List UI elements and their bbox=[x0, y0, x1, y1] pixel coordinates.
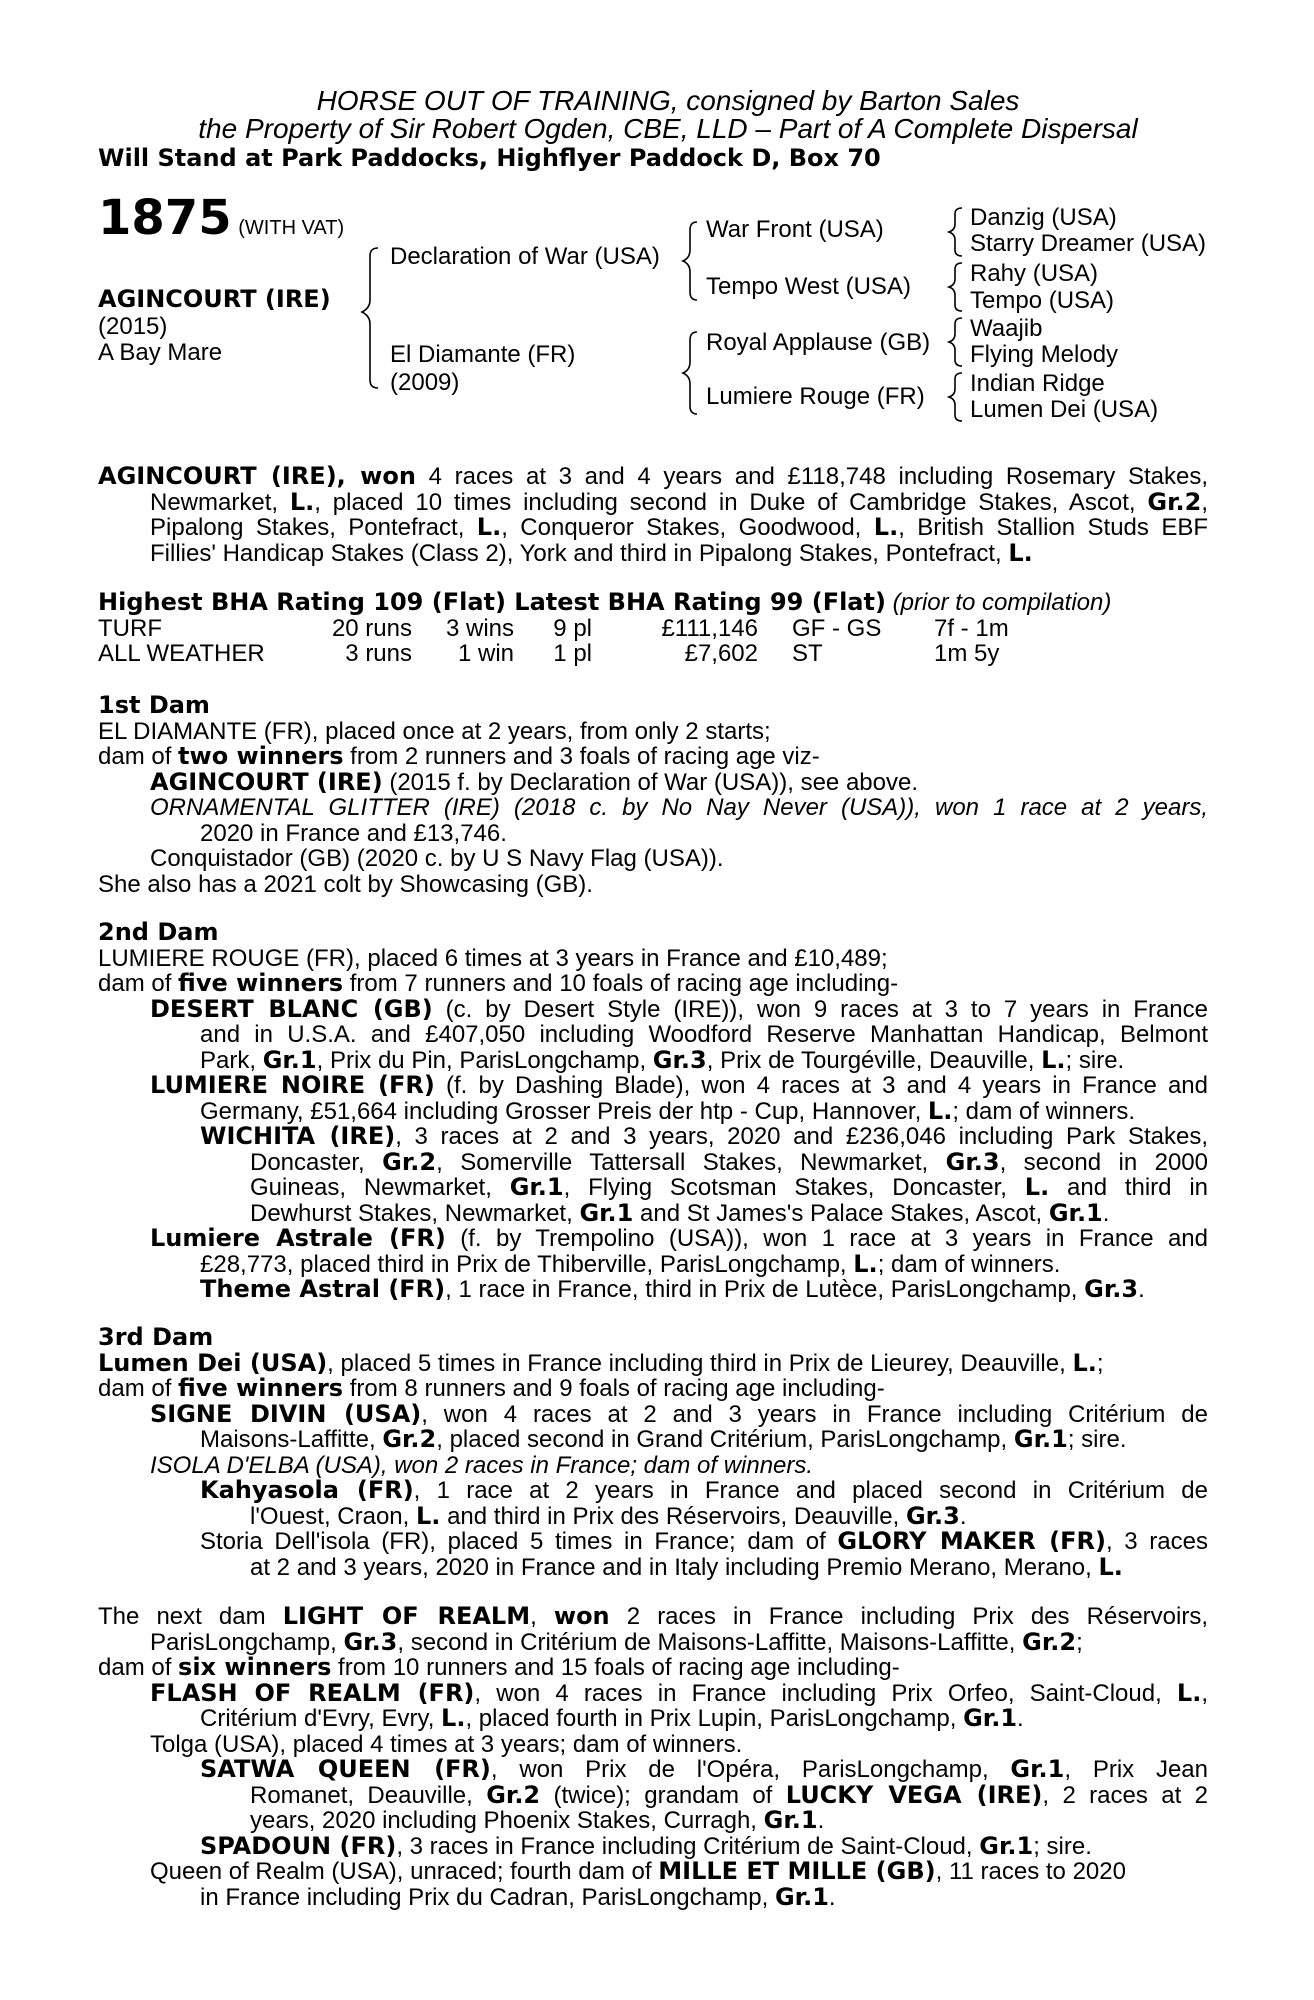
produce-line: LUMIERE NOIRE (FR) (f. by Dashing Blade), won 4 races at 3 and 4 years in France and bbox=[150, 1071, 1209, 1099]
pedigree-sire-sire: War Front (USA) bbox=[706, 216, 884, 243]
dam-line: ParisLongchamp, Gr.3, second in Critérium de Maisons-Laffitte, Maisons-Laffitte, Gr.2; bbox=[150, 1627, 1083, 1656]
produce-line: SATWA QUEEN (FR), won Prix de l'Opéra, ParisLongchamp, Gr.1, Prix Jean bbox=[200, 1755, 1208, 1783]
pedigree-ssd: Starry Dreamer (USA) bbox=[970, 230, 1207, 257]
race-record bbox=[98, 464, 1208, 566]
pedigree-dam-dam: Lumiere Rouge (FR) bbox=[706, 383, 925, 410]
second-dam-section bbox=[98, 920, 1208, 1303]
horse-name: AGINCOURT (IRE) bbox=[98, 285, 331, 313]
produce-line: SPADOUN (FR), 3 races in France including Critérium de Saint-Cloud, Gr.1; sire. bbox=[200, 1831, 1092, 1860]
pedigree-dam-year: (2009) bbox=[390, 369, 460, 396]
dam-line: dam of six winners from 10 runners and 15 foals of racing age including- bbox=[98, 1653, 900, 1681]
produce-line: Doncaster, Gr.2, Somerville Tattersall Stakes, Newmarket, Gr.3, second in 2000 bbox=[250, 1147, 1208, 1176]
dam-line: The next dam LIGHT OF REALM, won 2 races in France including Prix des Réservoirs, bbox=[98, 1602, 1208, 1630]
produce-line: Park, Gr.1, Prix du Pin, ParisLongchamp, Gr.3, Prix de Tourgéville, Deauville, L.; sire. bbox=[200, 1045, 1125, 1074]
produce-line: Storia Dell'isola (FR), placed 5 times in France; dam of GLORY MAKER (FR), 3 races bbox=[200, 1527, 1208, 1555]
section-title: 1st Dam bbox=[98, 691, 210, 719]
produce-line: Tolga (USA), placed 4 times at 3 years; dam of winners. bbox=[150, 1730, 743, 1758]
pedigree-sss: Danzig (USA) bbox=[970, 204, 1117, 231]
pedigree-sdd: Tempo (USA) bbox=[970, 287, 1115, 314]
produce-line: Critérium d'Evry, Evry, L., placed fourth in Prix Lupin, ParisLongchamp, Gr.1. bbox=[200, 1704, 1024, 1732]
ratings-block bbox=[98, 590, 1208, 667]
pedigree-dds: Indian Ridge bbox=[970, 370, 1105, 397]
produce-line: in France including Prix du Cadran, ParisLongchamp, Gr.1. bbox=[200, 1882, 836, 1911]
race-record-line: AGINCOURT (IRE), won 4 races at 3 and 4 years and £118,748 including Rosemary Stakes, bbox=[98, 462, 1208, 490]
pedigree-dsd: Flying Melody bbox=[970, 341, 1119, 368]
first-dam-section bbox=[98, 693, 1208, 897]
produce-line: years, 2020 including Phoenix Stakes, Curragh, Gr.1. bbox=[250, 1806, 825, 1834]
pedigree-brackets bbox=[0, 0, 1314, 440]
produce-line: Dewhurst Stakes, Newmarket, Gr.1 and St James's Palace Stakes, Ascot, Gr.1. bbox=[250, 1198, 1110, 1227]
produce-line: Queen of Realm (USA), unraced; fourth dam of MILLE ET MILLE (GB), 11 races to 2020 bbox=[150, 1857, 1126, 1885]
produce-line: l'Ouest, Craon, L. and third in Prix des Réservoirs, Deauville, Gr.3. bbox=[250, 1501, 967, 1530]
produce-line: Lumiere Astrale (FR) (f. by Trempolino (USA)), won 1 race at 3 years in France and bbox=[150, 1224, 1208, 1252]
dam-line: LUMIERE ROUGE (FR), placed 6 times at 3 years in France and £10,489; bbox=[98, 944, 888, 972]
pedigree-dam: El Diamante (FR) bbox=[390, 341, 576, 368]
horse-description: A Bay Mare bbox=[98, 339, 223, 366]
pedigree-sire-dam: Tempo West (USA) bbox=[706, 273, 911, 300]
produce-line: and in U.S.A. and £407,050 including Woodford Reserve Manhattan Handicap, Belmont bbox=[200, 1021, 1208, 1048]
race-record-line: Newmarket, L., placed 10 times including second in Duke of Cambridge Stakes, Ascot, Gr.2, bbox=[150, 487, 1208, 516]
produce-line: Germany, £51,664 including Grosser Preis der htp - Cup, Hannover, L.; dam of winners. bbox=[200, 1096, 1136, 1125]
produce-line: WICHITA (IRE), 3 races at 2 and 3 years, 2020 and £236,046 including Park Stakes, bbox=[200, 1122, 1208, 1150]
dam-line: dam of two winners from 2 runners and 3 foals of racing age viz- bbox=[98, 742, 820, 770]
pedigree-dss: Waajib bbox=[970, 315, 1043, 342]
ratings-row-aw: ALL WEATHER 3 runs 1 win 1 pl £7,602 ST 1m 5y bbox=[98, 640, 1000, 667]
stable-location: Will Stand at Park Paddocks, Highflyer Paddock D, Box 70 bbox=[98, 144, 881, 172]
dam-line: EL DIAMANTE (FR), placed once at 2 years, from only 2 starts; bbox=[98, 717, 771, 745]
produce-line: Theme Astral (FR), 1 race in France, third in Prix de Lutèce, ParisLongchamp, Gr.3. bbox=[200, 1275, 1145, 1303]
produce-line: Romanet, Deauville, Gr.2 (twice); grandam of LUCKY VEGA (IRE), 2 races at 2 bbox=[250, 1780, 1208, 1809]
produce-line: £28,773, placed third in Prix de Thiberville, ParisLongchamp, L.; dam of winners. bbox=[200, 1249, 1061, 1278]
produce-line: Guineas, Newmarket, Gr.1, Flying Scotsman Stakes, Doncaster, L. and third in bbox=[250, 1173, 1209, 1201]
pedigree-ddd: Lumen Dei (USA) bbox=[970, 396, 1159, 423]
produce-line: ORNAMENTAL GLITTER (IRE) (2018 c. by No Nay Never (USA)), won 1 race at 2 years, bbox=[150, 794, 1208, 821]
property-heading: the Property of Sir Robert Ogden, CBE, LLD – Part of A Complete Dispersal bbox=[198, 113, 1138, 144]
produce-line: ISOLA D'ELBA (USA), won 2 races in France; dam of winners. bbox=[150, 1451, 814, 1479]
produce-line: at 2 and 3 years, 2020 in France and in Italy including Premio Merano, Merano, L. bbox=[250, 1552, 1123, 1581]
section-title: 3rd Dam bbox=[98, 1323, 214, 1351]
consignor-heading: HORSE OUT OF TRAINING, consigned by Barton Sales bbox=[316, 85, 1020, 116]
ratings-heading: Highest BHA Rating 109 (Flat) Latest BHA Rating 99 (Flat) (prior to compilation) bbox=[98, 588, 1112, 616]
produce-line: Maisons-Laffitte, Gr.2, placed second in Grand Critérium, ParisLongchamp, Gr.1; sire. bbox=[200, 1425, 1127, 1453]
produce-line: Conquistador (GB) (2020 c. by U S Navy Flag (USA)). bbox=[150, 845, 724, 872]
section-title: 2nd Dam bbox=[98, 918, 219, 946]
race-record-line: Pipalong Stakes, Pontefract, L., Conqueror Stakes, Goodwood, L., British Stallion Studs EBF bbox=[150, 513, 1209, 541]
dam-line: dam of five winners from 8 runners and 9 foals of racing age including- bbox=[98, 1374, 885, 1402]
produce-line: Kahyasola (FR), 1 race at 2 years in France and placed second in Critérium de bbox=[200, 1476, 1208, 1504]
produce-line: 2020 in France and £13,746. bbox=[200, 819, 507, 847]
ratings-row-turf: TURF 20 runs 3 wins 9 pl £111,146 GF - GS 7f - 1m bbox=[98, 614, 1009, 642]
lot-number: 1875 bbox=[98, 190, 232, 246]
produce-line: DESERT BLANC (GB) (c. by Desert Style (IRE)), won 9 races at 3 to 7 years in France bbox=[150, 994, 1208, 1023]
pedigree-dam-sire: Royal Applause (GB) bbox=[706, 329, 931, 356]
dam-line: Lumen Dei (USA), placed 5 times in France including third in Prix de Lieurey, Deauville, L.; bbox=[98, 1348, 1104, 1377]
vat-note: (WITH VAT) bbox=[238, 217, 345, 239]
dam-line: dam of five winners from 7 runners and 10 foals of racing age including- bbox=[98, 969, 899, 997]
produce-line: SIGNE DIVIN (USA), won 4 races at 2 and 3 years in France including Critérium de bbox=[150, 1399, 1208, 1428]
next-dam-section bbox=[98, 1604, 1208, 1910]
produce-line: FLASH OF REALM (FR), won 4 races in France including Prix Orfeo, Saint-Cloud, L., bbox=[150, 1678, 1208, 1707]
pedigree-sds: Rahy (USA) bbox=[970, 260, 1099, 287]
race-record-line: Fillies' Handicap Stakes (Class 2), York and third in Pipalong Stakes, Pontefract, L. bbox=[150, 538, 1033, 567]
third-dam-section bbox=[98, 1325, 1208, 1580]
dam-line: She also has a 2021 colt by Showcasing (GB). bbox=[98, 870, 593, 898]
pedigree-sire: Declaration of War (USA) bbox=[390, 243, 660, 270]
produce-line: AGINCOURT (IRE) (2015 f. by Declaration of War (USA)), see above. bbox=[150, 767, 919, 796]
horse-year: (2015) bbox=[98, 313, 168, 340]
ratings-table bbox=[98, 616, 1009, 667]
